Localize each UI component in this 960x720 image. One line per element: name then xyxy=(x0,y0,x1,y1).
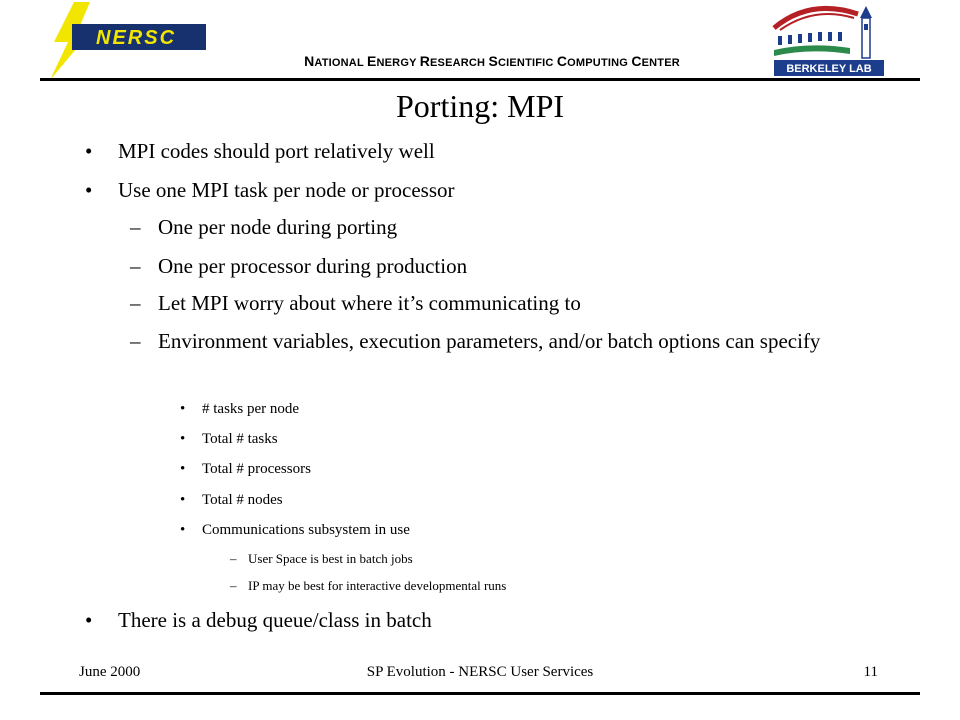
organization-name xyxy=(232,53,752,69)
bullet-icon: • xyxy=(180,492,186,508)
bullet-text: MPI codes should port relatively well xyxy=(118,139,435,163)
sub-item xyxy=(0,214,960,240)
dash-icon: – xyxy=(130,254,141,278)
sub-item xyxy=(0,290,960,316)
sub-item xyxy=(0,328,960,388)
dash-icon: – xyxy=(130,329,141,353)
detail-item xyxy=(0,429,960,449)
subdetail-item xyxy=(0,577,960,595)
detail-item xyxy=(0,399,960,419)
building-windows-icon xyxy=(778,32,842,45)
bullet-text: Use one MPI task per node or processor xyxy=(118,178,455,202)
dash-icon: – xyxy=(230,551,237,566)
bullet-item xyxy=(0,607,960,633)
bullet-icon: • xyxy=(85,608,93,632)
detail-text: Total # processors xyxy=(202,461,311,477)
org-word: SCIENTIFIC xyxy=(488,53,554,69)
detail-text: Total # tasks xyxy=(202,431,278,447)
dash-icon: – xyxy=(130,291,141,315)
sub-item-text: One per processor during production xyxy=(158,254,468,278)
bullet-icon: • xyxy=(180,461,186,477)
footer-divider xyxy=(40,692,920,695)
detail-item xyxy=(0,520,960,540)
detail-text: # tasks per node xyxy=(202,401,300,417)
bullet-item xyxy=(0,138,960,164)
detail-item xyxy=(0,459,960,479)
sub-item-text: One per node during porting xyxy=(158,215,398,239)
footer-title: SP Evolution - NERSC User Services xyxy=(366,664,594,680)
bullet-icon: • xyxy=(180,401,186,417)
nersc-logo-text: NERSC xyxy=(96,27,177,49)
dash-icon: – xyxy=(130,215,141,239)
sub-item-text: Environment variables, execution parameters, and/or batch options can specify xyxy=(158,329,821,353)
org-word: COMPUTING xyxy=(556,53,629,69)
org-word: CENTER xyxy=(631,53,680,69)
sub-item-text: Let MPI worry about where it’s communicating to xyxy=(158,291,581,315)
subdetail-text: IP may be best for interactive developmental runs xyxy=(248,578,507,593)
org-word: RESEARCH xyxy=(419,53,486,69)
subdetail-item xyxy=(0,550,960,568)
org-word: ENERGY xyxy=(366,53,417,69)
org-word: NATIONAL xyxy=(304,53,364,69)
footer-date: June 2000 xyxy=(79,664,141,680)
berkeley-lab-text: BERKELEY LAB xyxy=(786,63,872,75)
subdetail-text: User Space is best in batch jobs xyxy=(248,551,413,566)
bullet-item xyxy=(0,177,960,203)
header-divider xyxy=(40,78,920,81)
bullet-icon: • xyxy=(180,431,186,447)
hill-icon xyxy=(774,45,850,56)
berkeley-lab-logo xyxy=(770,4,888,80)
detail-item xyxy=(0,490,960,510)
nersc-logo xyxy=(30,0,210,82)
bullet-icon: • xyxy=(180,522,186,538)
slide-title: Porting: MPI xyxy=(395,88,565,124)
dash-icon: – xyxy=(230,578,237,593)
bullet-icon: • xyxy=(85,178,93,202)
detail-text: Communications subsystem in use xyxy=(202,522,410,538)
sub-item xyxy=(0,253,960,279)
bullet-icon: • xyxy=(85,139,93,163)
page-number: 11 xyxy=(863,664,878,680)
campanile-tower-icon xyxy=(860,6,872,58)
detail-text: Total # nodes xyxy=(202,492,283,508)
bullet-text: There is a debug queue/class in batch xyxy=(118,608,432,632)
